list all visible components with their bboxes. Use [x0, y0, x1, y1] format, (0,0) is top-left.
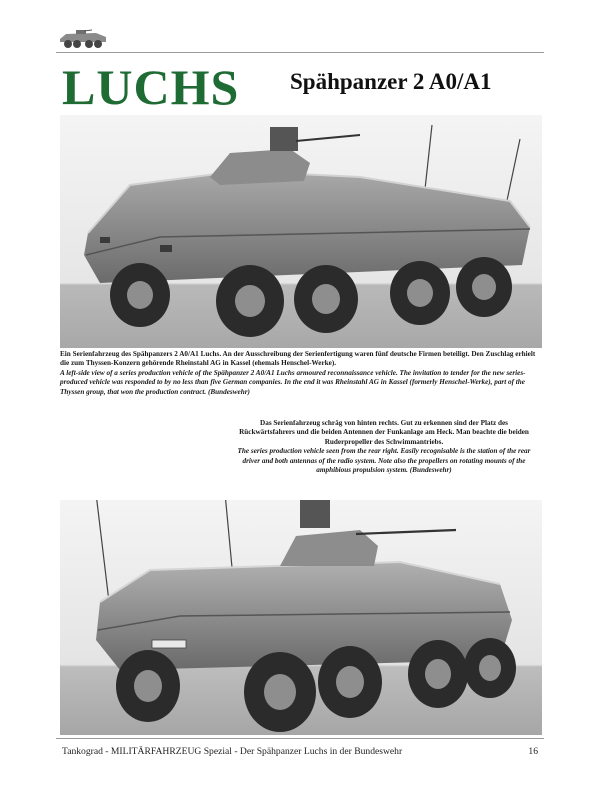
vehicle-photo-rear-view: [60, 500, 542, 735]
footer-publication-title: Tankograd - MILITÄRFAHRZEUG Spezial - Der Spähpanzer Luchs in der Bundeswehr: [62, 746, 403, 757]
header-vehicle-thumbnail: [56, 26, 110, 50]
page-title: LUCHS: [62, 59, 240, 115]
caption-side-view-english: A left-side view of a series production vehicle of the Spähpanzer 2 A0/A1 Luchs armoured reconnaissance vehicle. The invitation to tender for the new series-produced vehicle was responded to by no less than five German companies. In the end it was Rheinstahl AG in Kassel (formerly Henschel-Werke), part of the Thyssen group, that won the production contract. (Bundeswehr): [60, 368, 526, 396]
page-number: 16: [528, 746, 538, 757]
caption-rear-view-german: Das Serienfahrzeug schräg von hinten rechts. Gut zu erkennen sind der Platz des Rückwärtsfahrers und die beiden Antennen der Funkanlage am Heck. Man beachte die beiden Ruderpropeller des Schwimmantriebs.: [239, 419, 529, 446]
caption-side-view: [60, 350, 542, 397]
page-subtitle: Spähpanzer 2 A0/A1: [290, 69, 492, 94]
vehicle-photo-side-view: [60, 115, 542, 348]
footer-divider: [56, 738, 544, 739]
caption-rear-view-english: The series production vehicle seen from the rear right. Easily recognisable is the station of the rear driver and both antennas of the radio system. Note also the propellers on rotating mounts of the amphibious propulsion system. (Bundeswehr): [237, 447, 531, 475]
header-divider: [56, 52, 544, 53]
caption-rear-view: [236, 419, 532, 475]
caption-side-view-german: Ein Serienfahrzeug des Spähpanzers 2 A0/A1 Luchs. An der Ausschreibung der Serienfertigung waren fünf deutsche Firmen beteiligt. Den Zuschlag erhielt die zum Thyssen-Konzern gehörende Rheinstahl AG in Kassel (ehemals Henschel-Werke).: [60, 350, 536, 368]
